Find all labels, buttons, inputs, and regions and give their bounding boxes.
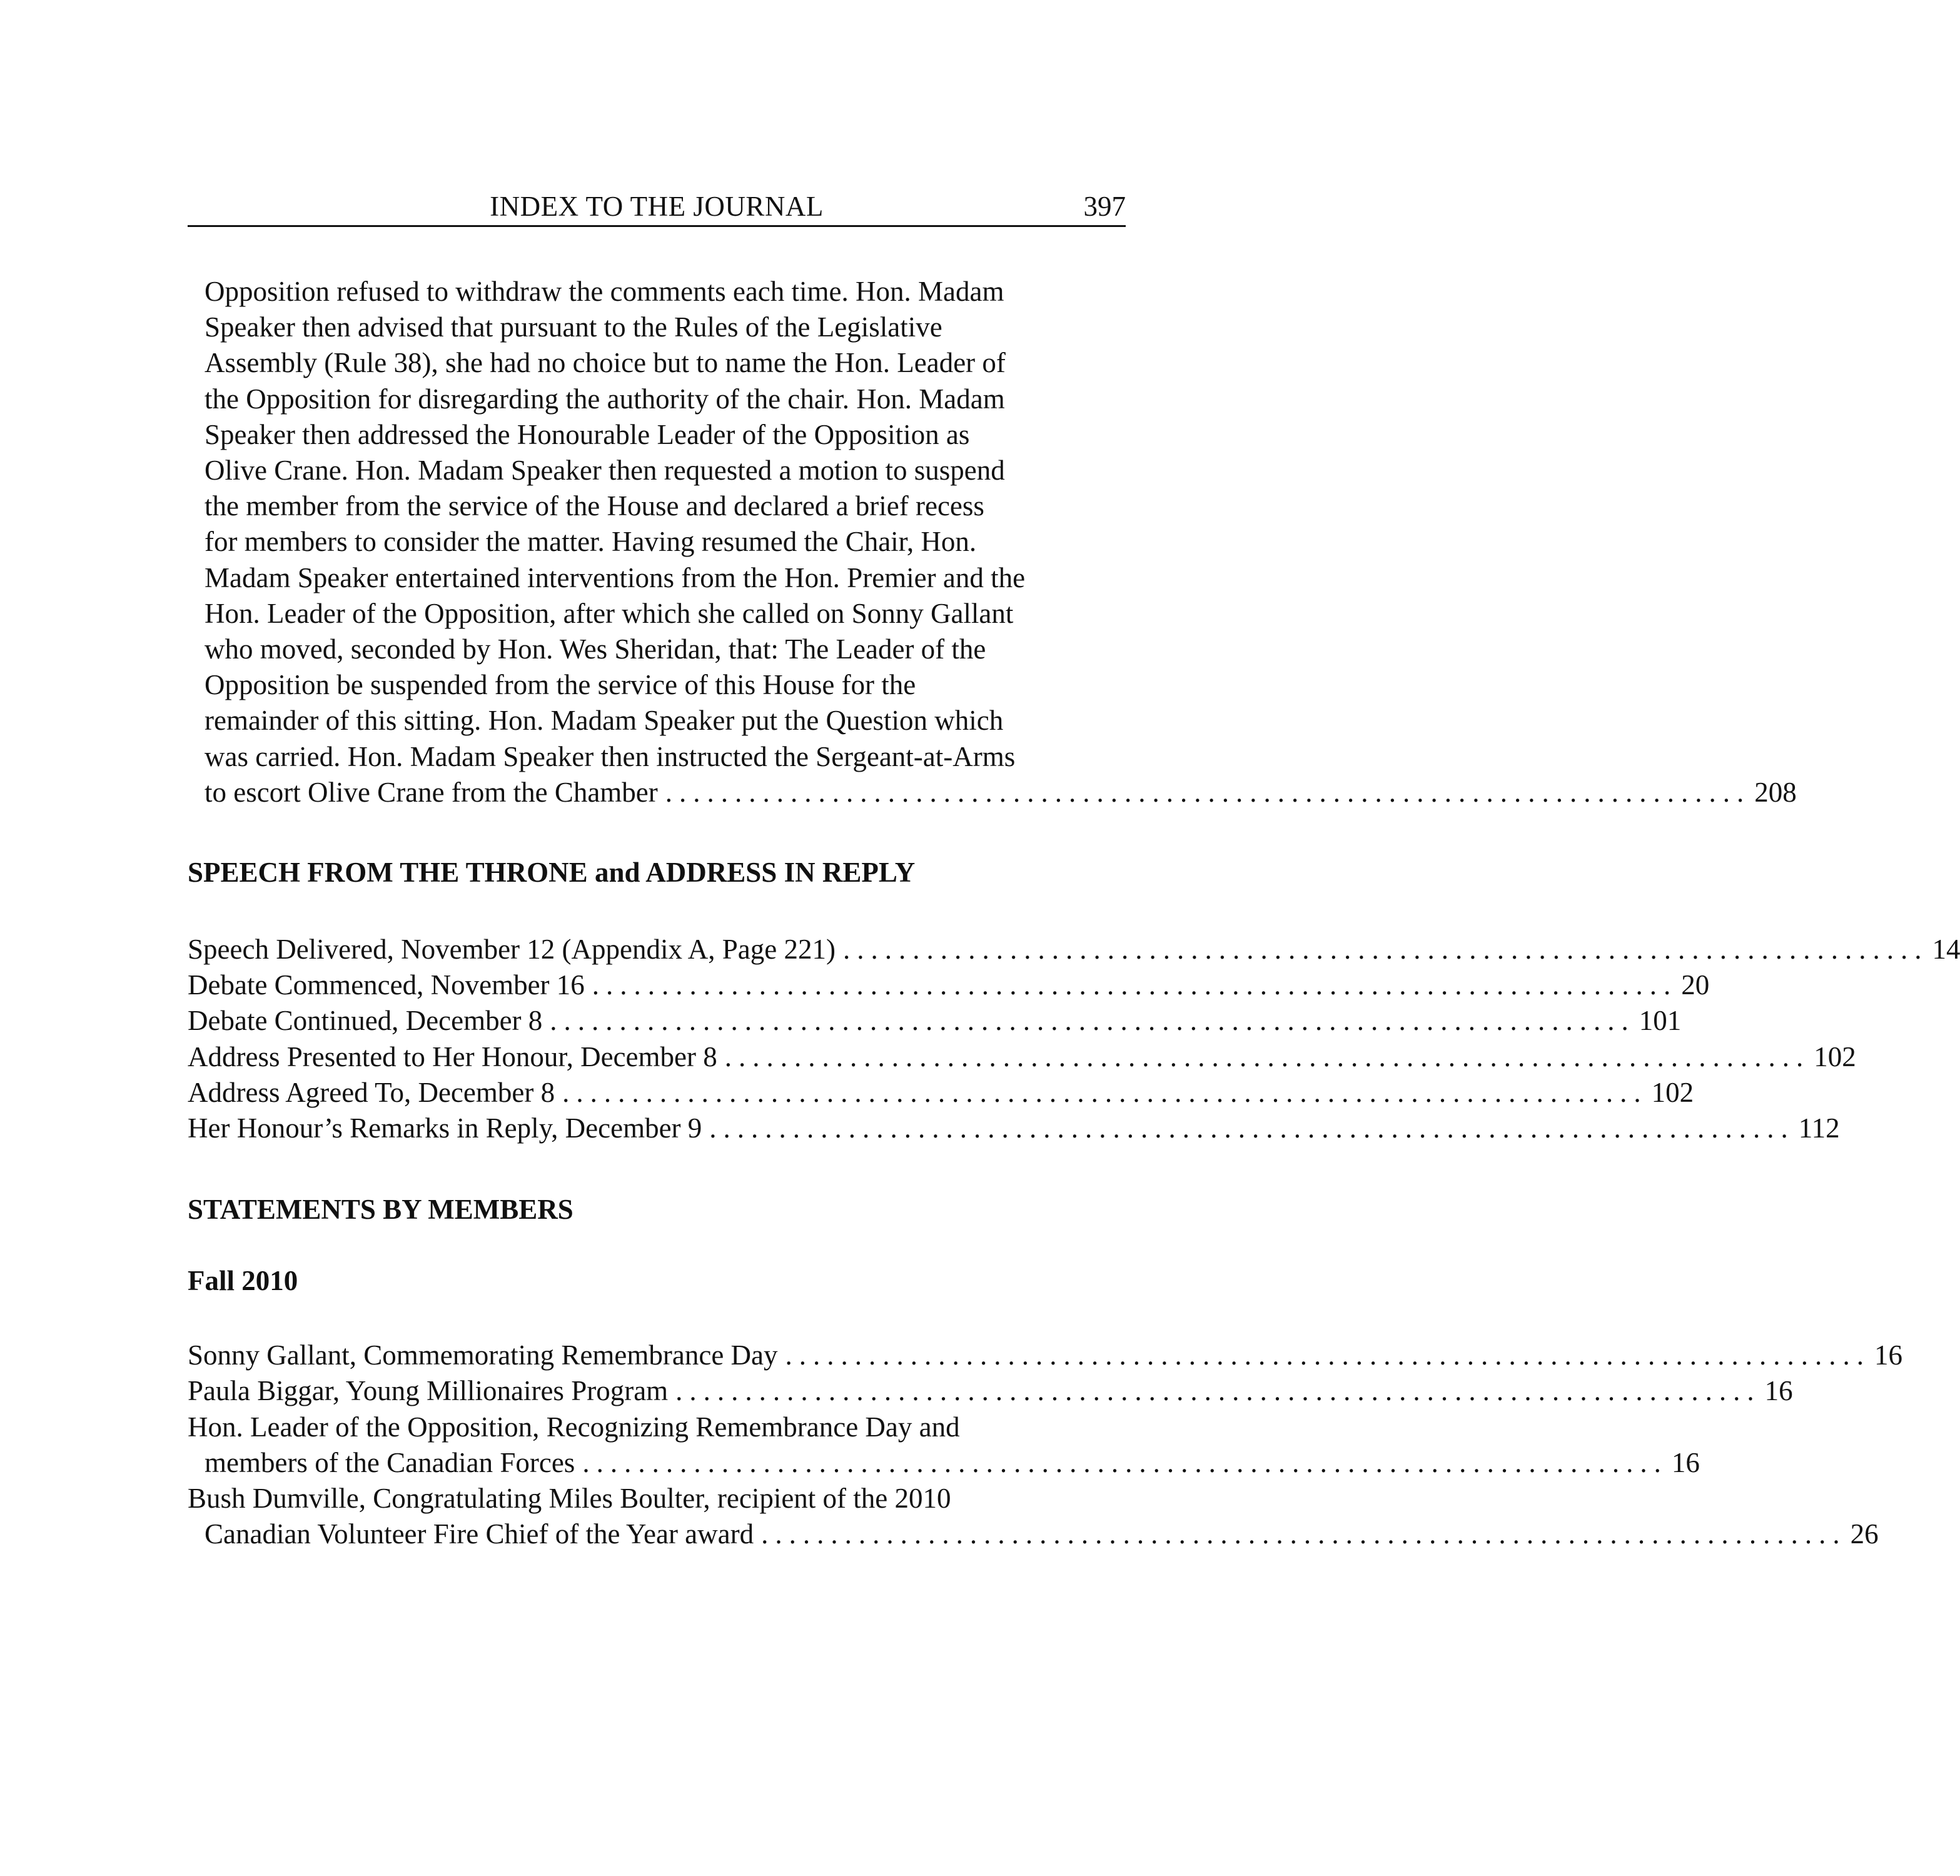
- continued-entry-line: Speaker then addressed the Honourable Leader of the Opposition as: [205, 418, 970, 450]
- index-entry-first-line: Hon. Leader of the Opposition, Recognizing Remembrance Day and: [188, 1411, 960, 1443]
- page-reference: 101: [1639, 1005, 1682, 1037]
- page-number: 397: [1083, 191, 1126, 222]
- page-reference: 20: [1681, 969, 1710, 1001]
- index-entry: [188, 932, 1960, 967]
- index-entry: [188, 1445, 1700, 1481]
- dot-leader: ..............................................................................: [582, 1446, 1668, 1478]
- continued-entry-line: who moved, seconded by Hon. Wes Sheridan, that: The Leader of the: [205, 633, 986, 665]
- running-header: [188, 188, 1126, 227]
- continued-entry-line: Opposition be suspended from the service of this House for the: [205, 669, 916, 701]
- index-entry: [188, 1075, 1694, 1111]
- dot-leader: ..............................................................................: [665, 776, 1751, 808]
- continued-entry-last-line: [188, 775, 1797, 810]
- dot-leader: ..............................................................................: [709, 1112, 1795, 1144]
- page-reference: 112: [1798, 1112, 1840, 1144]
- entry-text: to escort Olive Crane from the Chamber: [205, 776, 658, 808]
- throne-entries: [188, 932, 1960, 1146]
- entry-text: Debate Commenced, November 16: [188, 969, 585, 1001]
- index-entry-first-line: Bush Dumville, Congratulating Miles Boulter, recipient of the 2010: [188, 1483, 951, 1515]
- running-title: INDEX TO THE JOURNAL: [490, 191, 824, 222]
- dot-leader: ..............................................................................: [562, 1076, 1648, 1108]
- page-reference: 208: [1754, 776, 1797, 808]
- index-entry: [188, 1516, 1879, 1552]
- continued-entry-line: was carried. Hon. Madam Speaker then instructed the Sergeant-at-Arms: [205, 740, 1016, 772]
- page-reference: 16: [1874, 1339, 1903, 1371]
- section-heading-statements: STATEMENTS BY MEMBERS: [188, 1194, 573, 1226]
- index-entry: [188, 1003, 1682, 1039]
- continued-entry: [188, 274, 1797, 810]
- continued-entry-line: Speaker then advised that pursuant to the Rules of the Legislative: [205, 311, 942, 343]
- dot-leader: ..............................................................................: [761, 1518, 1847, 1550]
- dot-leader: ..............................................................................: [785, 1339, 1871, 1371]
- page-reference: 16: [1764, 1375, 1793, 1407]
- index-entry: [188, 1373, 1793, 1409]
- dot-leader: ..............................................................................: [842, 934, 1929, 966]
- index-entry: [188, 967, 1710, 1003]
- entry-text: Her Honour’s Remarks in Reply, December 9: [188, 1112, 702, 1144]
- index-entry: [188, 1338, 1903, 1373]
- dot-leader: ..............................................................................: [724, 1041, 1811, 1072]
- continued-entry-line: Opposition refused to withdraw the comments each time. Hon. Madam: [205, 276, 1004, 307]
- page-reference: 16: [1671, 1446, 1700, 1478]
- continued-entry-line: Olive Crane. Hon. Madam Speaker then requested a motion to suspend: [205, 455, 1005, 487]
- page-reference: 14: [1932, 934, 1960, 966]
- index-entry: [188, 1111, 1840, 1146]
- statements-entries: [188, 1338, 1903, 1552]
- index-entry: [188, 1039, 1856, 1075]
- continued-entry-line: for members to consider the matter. Having resumed the Chair, Hon.: [205, 526, 977, 558]
- entry-text: Debate Continued, December 8: [188, 1005, 543, 1037]
- subheading-fall-2010: Fall 2010: [188, 1265, 298, 1297]
- dot-leader: ..............................................................................: [592, 969, 1678, 1001]
- index-page: [188, 188, 1960, 1552]
- entry-text: Address Agreed To, December 8: [188, 1076, 555, 1108]
- continued-entry-line: remainder of this sitting. Hon. Madam Speaker put the Question which: [205, 705, 1004, 737]
- dot-leader: ..............................................................................: [550, 1005, 1635, 1037]
- entry-text: Address Presented to Her Honour, December 8: [188, 1041, 717, 1072]
- section-heading-throne: SPEECH FROM THE THRONE and ADDRESS IN REPLY: [188, 857, 916, 889]
- entry-text: Canadian Volunteer Fire Chief of the Year award: [205, 1518, 754, 1550]
- continued-entry-line: Assembly (Rule 38), she had no choice but to name the Hon. Leader of: [205, 347, 1006, 379]
- dot-leader: ..............................................................................: [675, 1375, 1761, 1407]
- entry-text: Paula Biggar, Young Millionaires Program: [188, 1375, 669, 1407]
- entry-text: Speech Delivered, November 12 (Appendix A, Page 221): [188, 934, 836, 966]
- page-reference: 102: [1651, 1076, 1694, 1108]
- page-reference: 26: [1850, 1518, 1879, 1550]
- continued-entry-line: Madam Speaker entertained interventions from the Hon. Premier and the: [205, 562, 1026, 593]
- entry-text: Sonny Gallant, Commemorating Remembrance Day: [188, 1339, 778, 1371]
- continued-entry-line: the member from the service of the House and declared a brief recess: [205, 490, 984, 522]
- entry-text: members of the Canadian Forces: [205, 1446, 575, 1478]
- page-reference: 102: [1814, 1041, 1856, 1072]
- continued-entry-line: the Opposition for disregarding the authority of the chair. Hon. Madam: [205, 383, 1005, 415]
- continued-entry-line: Hon. Leader of the Opposition, after which she called on Sonny Gallant: [205, 597, 1014, 629]
